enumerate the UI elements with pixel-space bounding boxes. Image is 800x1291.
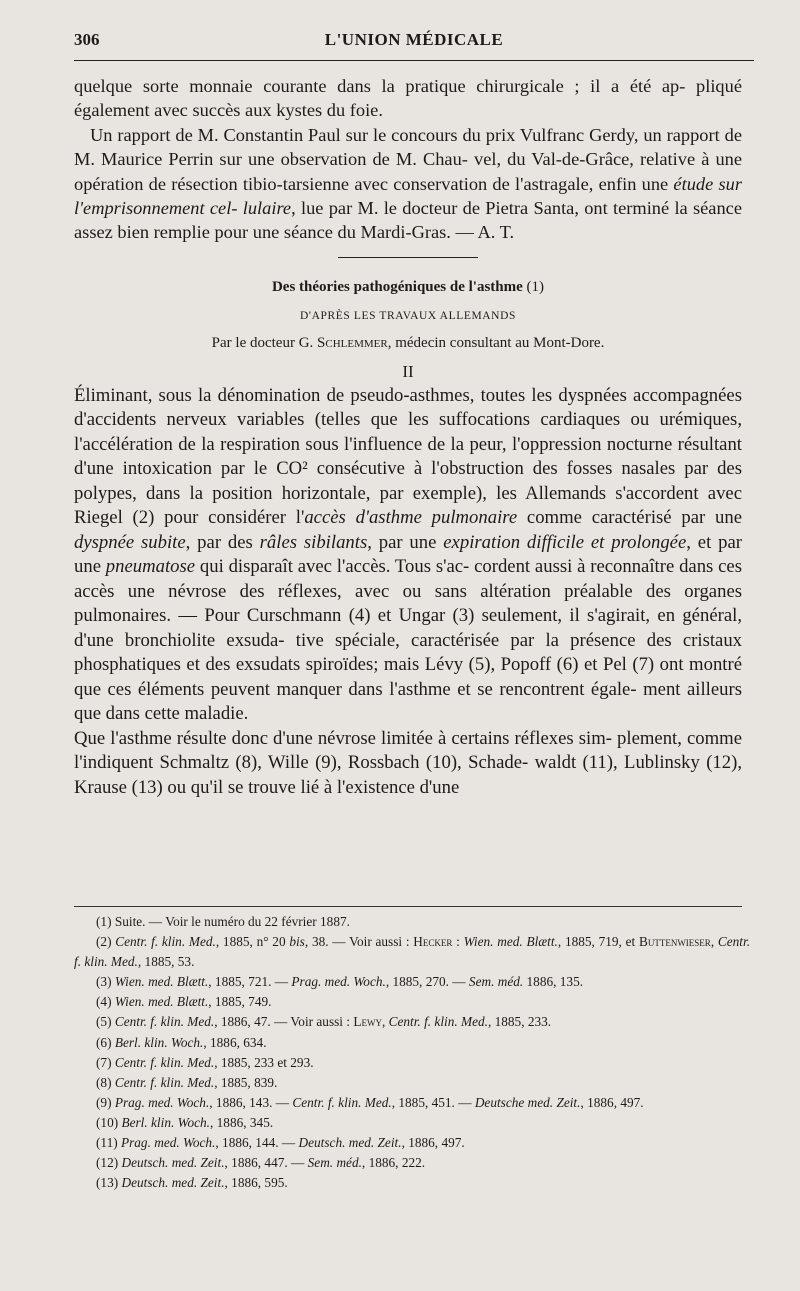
footnote-2: (2) Centr. f. klin. Med., 1885, n° 20 bis, 38. — Voir aussi : Hecker : Wien. med. Blætt., 1885, 719, et Buttenwieser, Centr. f. klin. Med., 1885, 53. <box>74 934 751 970</box>
section-divider <box>338 257 478 258</box>
footnote-11: (11) Prag. med. Woch., 1886, 144. — Deutsch. med. Zeit., 1886, 497. <box>96 1135 465 1151</box>
article-author: Par le docteur G. Schlemmer, médecin consultant au Mont-Dore. <box>211 334 605 351</box>
body-text <box>74 74 742 800</box>
section-body <box>74 384 742 801</box>
article-title: Des théories pathogéniques de l'asthme (1) <box>271 278 545 295</box>
footnote-13: (13) Deutsch. med. Zeit., 1886, 595. <box>96 1175 288 1191</box>
footnote-ref: (1) <box>522 278 545 295</box>
page-header <box>74 30 754 60</box>
footnote-5: (5) Centr. f. klin. Med., 1886, 47. — Voir aussi : Lewy, Centr. f. klin. Med., 1885, 233. <box>96 1014 552 1030</box>
footnotes <box>74 912 750 1193</box>
footnote-12: (12) Deutsch. med. Zeit., 1886, 447. — Sem. méd., 1886, 222. <box>96 1155 426 1171</box>
footnote-4: (4) Wien. med. Blætt., 1885, 749. <box>96 994 272 1010</box>
footnote-7: (7) Centr. f. klin. Med., 1885, 233 et 293. <box>96 1054 314 1070</box>
section-numeral: II <box>402 361 414 381</box>
header-rule <box>74 60 754 61</box>
footnote-3: (3) Wien. med. Blætt., 1885, 721. — Prag. med. Woch., 1885, 270. — Sem. méd. 1886, 135. <box>96 974 584 990</box>
footnote-9: (9) Prag. med. Woch., 1886, 143. — Centr. f. klin. Med., 1885, 451. — Deutsche med. Zeit., 1886, 497. <box>96 1094 644 1110</box>
section-paragraph-2: Que l'asthme résulte donc d'une névrose limitée à certains réflexes sim- plement, comme l'indiquent Schmaltz (8), Wille (9), Rossbach (10), Schade- waldt (11), Lublinsky (12), Krause (13) ou qu'il se trouve lié à l'existence d'une <box>74 727 743 798</box>
article-subtitle: D'APRÈS LES TRAVAUX ALLEMANDS <box>300 309 516 322</box>
section-paragraph-1: Éliminant, sous la dénomination de pseudo-asthmes, toutes les dyspnées accompagnées d'accidents nerveux variables (telles que les suffocations cardiaques ou urémiques, l'accélération de la respiration sous l'influence de la peur, l'oppression nocturne résultant d'une intoxication par le CO² consécutive à l'obstruction des fosses nasales par des polypes, dans la position horizontale, par exemple), les Allemands s'accordent avec Riegel (2) pour considérer l'accès d'asthme pulmonaire comme caractérisé par une dyspnée subite, par des râles sibilants, par une expiration difficile et prolongée, et par une pneumatose qui disparaît avec l'accès. Tous s'ac- cordent aussi à reconnaître dans ces accès une névrose des réflexes, avec ou sans altération préalable des organes pulmonaires. — Pour Curschmann (4) et Ungar (3) seulement, il s'agirait, en général, d'une bronchiolite exsuda- tive spéciale, caractérisée par la présence des cristaux phosphatiques et des exsudats spiroïdes; mais Lévy (5), Popoff (6) et Pel (7) ont montré que ces éléments peuvent manquer dans l'asthme et se rencontrent égale- ment ailleurs que dans cette maladie. <box>74 384 743 725</box>
page-number: 306 <box>74 30 100 49</box>
footnote-1: (1) Suite. — Voir le numéro du 22 février 1887. <box>96 914 350 929</box>
footnote-8: (8) Centr. f. klin. Med., 1885, 839. <box>96 1074 278 1090</box>
footnote-10: (10) Berl. klin. Woch., 1886, 345. <box>96 1114 274 1130</box>
intro-paragraph-1: quelque sorte monnaie courante dans la pratique chirurgicale ; il a été ap- pliqué également avec succès aux kystes du foie. <box>74 76 742 121</box>
footnote-6: (6) Berl. klin. Woch., 1886, 634. <box>96 1034 267 1050</box>
running-title: L'UNION MÉDICALE <box>324 30 504 49</box>
footnote-rule <box>74 906 742 907</box>
intro-paragraph-2: Un rapport de M. Constantin Paul sur le concours du prix Vulfranc Gerdy, un rapport de M. Maurice Perrin sur une observation de M. Chau- vel, du Val-de-Grâce, relative à une opération de résection tibio-tarsienne avec conservation de l'astragale, enfin une étude sur l'emprisonnement cel- lulaire, lue par M. le docteur de Pietra Santa, ont terminé la séance assez bien remplie pour une séance du Mardi-Gras. — A. T. <box>74 124 742 243</box>
